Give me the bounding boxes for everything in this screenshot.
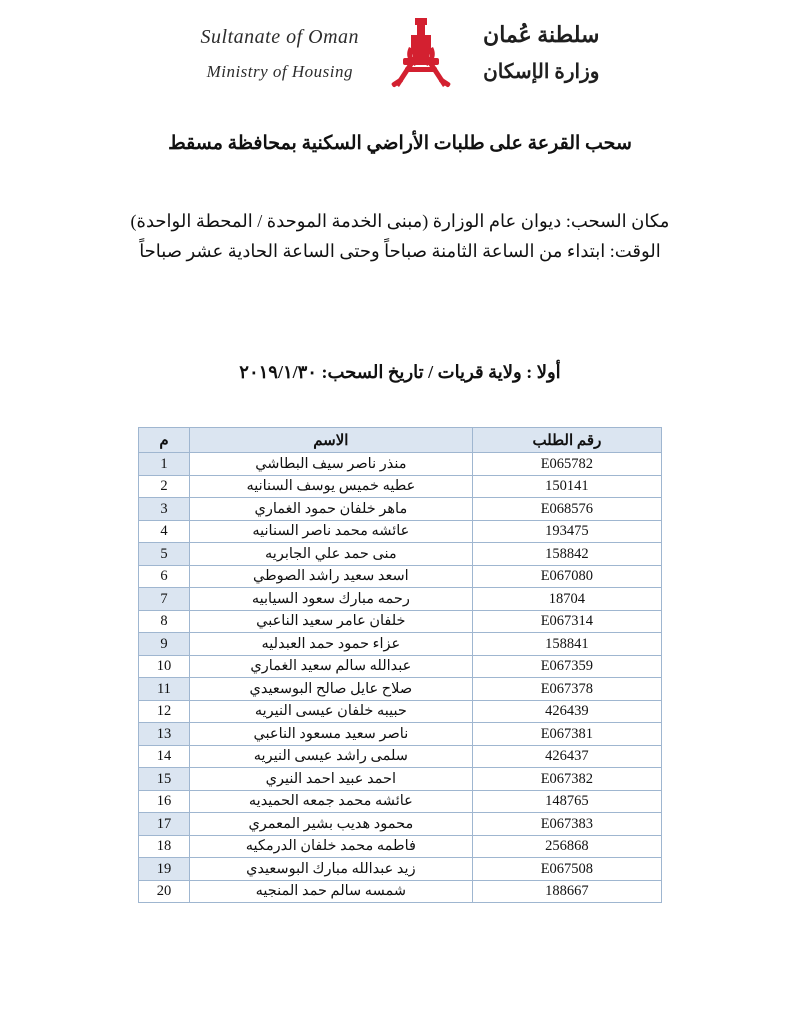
cell-index: 7 [139, 588, 190, 611]
cell-applicant-name: شمسه سالم حمد المنجيه [189, 880, 472, 903]
cell-applicant-name: عزاء حمود حمد العبدليه [189, 633, 472, 656]
cell-request-number: 426437 [472, 745, 661, 768]
cell-request-number: E067359 [472, 655, 661, 678]
lottery-table [138, 427, 662, 903]
draw-details [0, 207, 800, 266]
cell-index: 6 [139, 565, 190, 588]
cell-request-number: 158841 [472, 633, 661, 656]
table-row [139, 768, 662, 791]
table-row [139, 745, 662, 768]
cell-applicant-name: احمد عبيد احمد النيري [189, 768, 472, 791]
header-english-block [201, 18, 360, 88]
cell-request-number: 256868 [472, 835, 661, 858]
cell-applicant-name: خلفان عامر سعيد الناعبي [189, 610, 472, 633]
cell-index: 16 [139, 790, 190, 813]
cell-index: 15 [139, 768, 190, 791]
table-row [139, 498, 662, 521]
cell-applicant-name: ماهر خلفان حمود الغماري [189, 498, 472, 521]
table-row [139, 880, 662, 903]
cell-applicant-name: منى حمد علي الجابريه [189, 543, 472, 566]
cell-index: 2 [139, 475, 190, 498]
cell-request-number: 158842 [472, 543, 661, 566]
lottery-table-container [0, 427, 800, 903]
cell-index: 18 [139, 835, 190, 858]
cell-applicant-name: حبيبه خلفان عيسى النيريه [189, 700, 472, 723]
cell-request-number: 188667 [472, 880, 661, 903]
table-row [139, 790, 662, 813]
document-header [0, 0, 800, 92]
header-arabic-block [483, 16, 599, 90]
cell-applicant-name: سلمى راشد عيسى النيريه [189, 745, 472, 768]
cell-applicant-name: صلاح عايل صالح البوسعيدي [189, 678, 472, 701]
cell-index: 17 [139, 813, 190, 836]
cell-applicant-name: عائشه محمد ناصر السنانيه [189, 520, 472, 543]
cell-request-number: E068576 [472, 498, 661, 521]
table-row [139, 655, 662, 678]
cell-request-number: 193475 [472, 520, 661, 543]
cell-index: 10 [139, 655, 190, 678]
cell-index: 4 [139, 520, 190, 543]
table-row [139, 835, 662, 858]
cell-request-number: E067382 [472, 768, 661, 791]
table-row [139, 813, 662, 836]
table-row [139, 453, 662, 476]
cell-index: 9 [139, 633, 190, 656]
table-row [139, 700, 662, 723]
column-header-request-number: رقم الطلب [472, 428, 661, 453]
draw-time-line: الوقت: ابتداء من الساعة الثامنة صباحاً وحتى الساعة الحادية عشر صباحاً [139, 240, 661, 261]
header-country-en: Sultanate of Oman [200, 25, 360, 48]
cell-request-number: 426439 [472, 700, 661, 723]
table-row [139, 565, 662, 588]
table-row [139, 610, 662, 633]
header-ministry-en: Ministry of Housing [206, 61, 354, 81]
cell-applicant-name: عائشه محمد جمعه الحميديه [189, 790, 472, 813]
header-country-ar: سلطنة عُمان [483, 22, 600, 48]
draw-place-line: مكان السحب: ديوان عام الوزارة (مبنى الخدمة الموحدة / المحطة الواحدة) [130, 211, 670, 231]
cell-applicant-name: ناصر سعيد مسعود الناعبي [189, 723, 472, 746]
cell-index: 20 [139, 880, 190, 903]
table-row [139, 543, 662, 566]
table-row [139, 633, 662, 656]
cell-index: 19 [139, 858, 190, 881]
table-body [139, 453, 662, 903]
page-title: سحب القرعة على طلبات الأراضي السكنية بمحافظة مسقط [168, 133, 632, 154]
table-head [139, 428, 662, 453]
cell-index: 12 [139, 700, 190, 723]
cell-applicant-name: عبدالله سالم سعيد الغماري [189, 655, 472, 678]
cell-request-number: E067314 [472, 610, 661, 633]
cell-request-number: E067383 [472, 813, 661, 836]
section-heading: أولا : ولاية قريات / تاريخ السحب: ٢٠١٩/١/٣٠ [239, 362, 561, 383]
cell-index: 1 [139, 453, 190, 476]
table-row [139, 588, 662, 611]
cell-index: 11 [139, 678, 190, 701]
cell-index: 14 [139, 745, 190, 768]
cell-applicant-name: زيد عبدالله مبارك البوسعيدي [189, 858, 472, 881]
column-header-name: الاسم [189, 428, 472, 453]
cell-index: 5 [139, 543, 190, 566]
cell-applicant-name: اسعد سعيد راشد الصوطي [189, 565, 472, 588]
cell-request-number: 148765 [472, 790, 661, 813]
table-row [139, 678, 662, 701]
cell-request-number: 18704 [472, 588, 661, 611]
cell-applicant-name: عطيه خميس يوسف السنانيه [189, 475, 472, 498]
cell-request-number: E067508 [472, 858, 661, 881]
cell-request-number: E067381 [472, 723, 661, 746]
cell-applicant-name: محمود هديب بشير المعمري [189, 813, 472, 836]
table-row [139, 475, 662, 498]
cell-applicant-name: فاطمه محمد خلفان الدرمكيه [189, 835, 472, 858]
cell-applicant-name: رحمه مبارك سعود السيابيه [189, 588, 472, 611]
cell-request-number: 150141 [472, 475, 661, 498]
table-row [139, 520, 662, 543]
cell-index: 8 [139, 610, 190, 633]
cell-index: 3 [139, 498, 190, 521]
cell-index: 13 [139, 723, 190, 746]
table-row [139, 723, 662, 746]
table-row [139, 858, 662, 881]
cell-request-number: E065782 [472, 453, 661, 476]
header-ministry-ar: وزارة الإسكان [483, 60, 600, 83]
oman-national-emblem-icon [385, 14, 457, 92]
cell-applicant-name: منذر ناصر سيف البطاشي [189, 453, 472, 476]
cell-request-number: E067378 [472, 678, 661, 701]
cell-request-number: E067080 [472, 565, 661, 588]
table-header-row [139, 428, 662, 453]
column-header-index: م [139, 428, 190, 453]
